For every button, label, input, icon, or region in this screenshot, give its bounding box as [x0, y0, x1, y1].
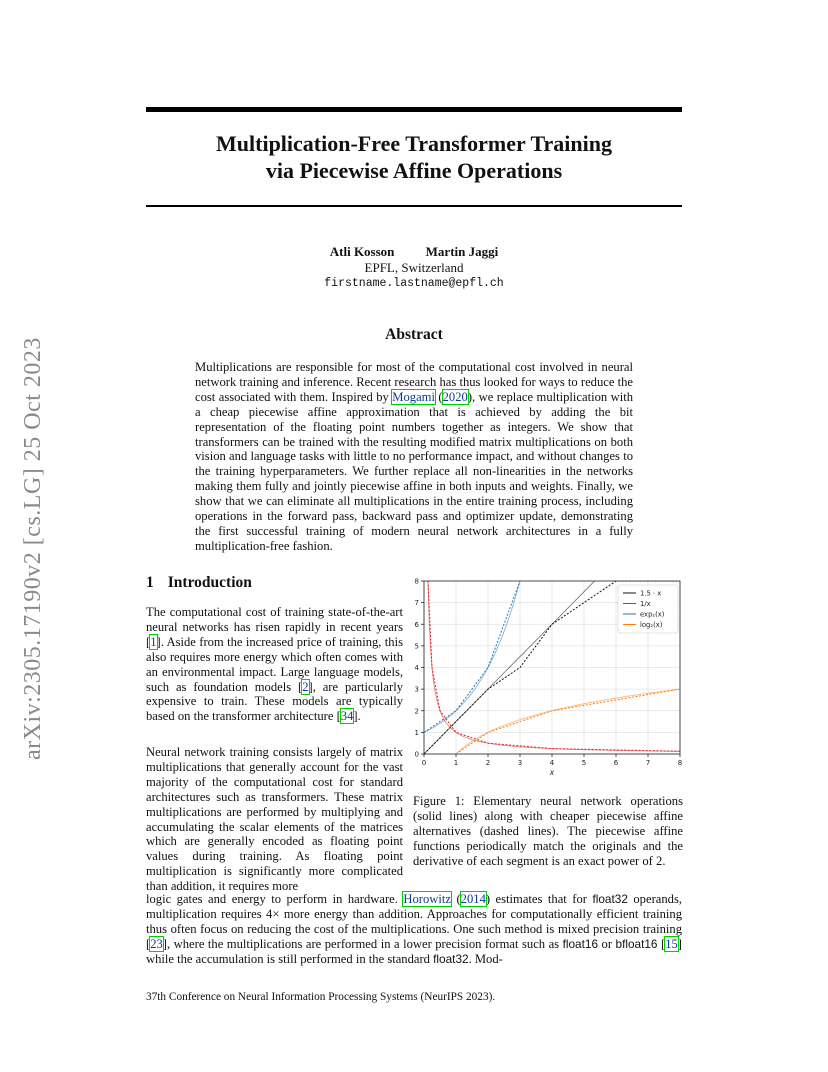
- citation-link[interactable]: 2020: [442, 389, 468, 404]
- title-bottom-rule: [146, 205, 682, 207]
- title-line-1: Multiplication-Free Transformer Training: [216, 131, 612, 156]
- x-tick-label: 5: [581, 759, 587, 767]
- y-tick-label: 4: [414, 664, 419, 672]
- legend-label: 1.5 · x: [640, 589, 662, 598]
- x-tick-label: 6: [613, 759, 619, 767]
- author-name: Martin Jaggi: [425, 244, 499, 259]
- legend-label: 1/x: [640, 600, 651, 608]
- y-tick-label: 5: [414, 642, 419, 651]
- y-tick-label: 0: [414, 750, 419, 759]
- section-number: 1: [146, 574, 154, 591]
- author-email: firstname.lastname@epfl.ch: [324, 277, 504, 290]
- chart-svg: [406, 575, 688, 780]
- citation-link[interactable]: 15: [665, 936, 678, 951]
- x-tick-label: 8: [677, 759, 683, 767]
- x-tick-label: 1: [453, 759, 459, 767]
- intro-paragraph-2-continued: logic gates and energy to perform in hardware. Horowitz (2014) estimates that for float32 operands, multiplication requires 4× more energy than addition. Approaches for computationally efficient training thus often focus on reducing the cost of the multiplications. One such method is mixed precision training [23], where the multiplications are performed in a lower precision format such as float16 or bfloat16 [15] while the accumulation is still performed in the standard float32. Mod-: [146, 892, 682, 966]
- series-line-exact: [456, 689, 680, 754]
- title-top-rule: [146, 107, 682, 112]
- y-tick-label: 6: [414, 620, 419, 629]
- citation-link[interactable]: Horowitz: [403, 892, 451, 906]
- citation-link[interactable]: Mogami: [392, 389, 435, 404]
- citation-link[interactable]: 23: [150, 936, 163, 951]
- y-tick-label: 7: [414, 599, 419, 608]
- y-tick-label: 8: [414, 577, 419, 586]
- abstract-text: Multiplications are responsible for most of the computational cost involved in neural network training and inference. Recent research has thus looked for ways to reduce the cost associated with them. Inspired by Mogami (2020), we replace multiplication with a cheap piecewise affine approximation that is achieved by adding the bit representation of the floating point numbers together as integers. We show that transformers can be trained with the resulting modified matrix multiplications on both vision and language tasks with little to no performance impact, and without changes to the training hyperparameters. We further replace all non-linearities in the networks making them fully and jointly piecewise affine in both inputs and weights. Finally, we show that we can eliminate all multiplications in the entire training process, including operations in the forward pass, backward pass and optimizer update, demonstrating the first successful training of modern neural network architectures in a fully multiplication-free fashion.: [195, 360, 634, 553]
- y-tick-label: 1: [414, 728, 419, 737]
- section-title: Introduction: [167, 574, 252, 591]
- figure-1-chart: [406, 575, 688, 780]
- x-axis-label: x: [549, 768, 555, 777]
- title-line-2: via Piecewise Affine Operations: [265, 158, 563, 183]
- abstract-heading: Abstract: [385, 326, 443, 343]
- series-line-approx: [456, 689, 680, 754]
- y-tick-label: 3: [414, 685, 419, 694]
- citation-link[interactable]: 1: [150, 634, 157, 649]
- affiliation: EPFL, Switzerland: [364, 260, 464, 275]
- citation-link[interactable]: 2: [302, 679, 309, 694]
- x-tick-label: 0: [421, 759, 427, 767]
- section-heading: [146, 574, 252, 592]
- citation-link[interactable]: 2014: [460, 892, 486, 906]
- intro-paragraph-1: The computational cost of training state-of-the-art neural networks has risen rapidly in recent years [1]. Aside from the increased price of training, this also requires more energy which often comes with an environmental impact. Large language models, such as foundation models [2], are particularly expensive to train. These models are typically based on the transformer architecture [34].: [146, 605, 403, 724]
- figure-caption: Figure 1: Elementary neural network operations (solid lines) along with cheaper piecewise affine alternatives (dashed lines). The piecewise affine functions periodically match the originals and the derivative of each segment is an exact power of 2.: [413, 794, 683, 868]
- citation-link[interactable]: 34: [340, 709, 354, 724]
- series-line-exact: [424, 581, 520, 732]
- author-name: Atli Kosson: [329, 244, 395, 259]
- x-tick-label: 7: [645, 759, 651, 767]
- author-block: [146, 244, 682, 292]
- x-tick-label: 3: [517, 759, 523, 767]
- conference-footer: 37th Conference on Neural Information Processing Systems (NeurIPS 2023).: [146, 991, 496, 1003]
- arxiv-identifier-stamp: arXiv:2305.17190v2 [cs.LG] 25 Oct 2023: [20, 337, 46, 760]
- series-line-approx: [424, 581, 520, 732]
- legend-label: exp₂(x): [640, 610, 665, 619]
- x-tick-label: 4: [549, 759, 555, 767]
- legend-label: log₂(x): [640, 621, 663, 629]
- y-tick-label: 2: [414, 707, 419, 716]
- intro-paragraph-2: Neural network training consists largely of matrix multiplications that generally account for the vast majority of the computational cost for standard architectures such as transformers. These matrix multiplications are performed by multiplying and accumulating the scalar elements of the matrices which are generally encoded as floating point values during training. As floating point multiplication is significantly more complicated than addition, it requires more: [146, 745, 403, 893]
- x-tick-label: 2: [485, 759, 491, 767]
- paper-title: [146, 130, 682, 184]
